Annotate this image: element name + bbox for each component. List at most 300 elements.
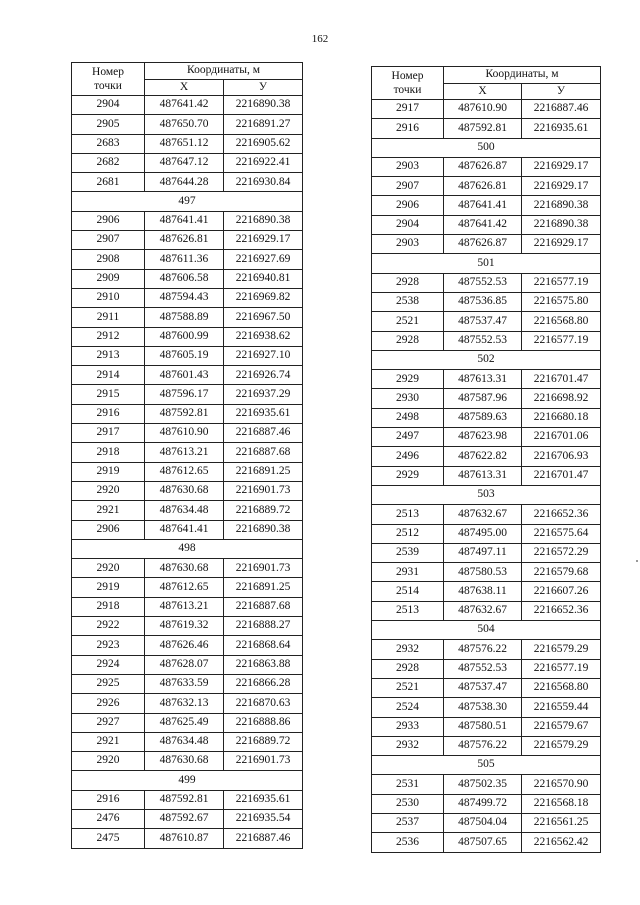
point-number-cell: 2475 [72, 829, 145, 848]
point-number-cell: 2906 [72, 211, 145, 230]
table-row [72, 713, 303, 732]
x-coordinate-cell: 487495.00 [444, 524, 522, 543]
x-coordinate-cell: 487610.90 [444, 100, 522, 119]
table-row [372, 292, 601, 311]
x-coordinate-cell: 487632.67 [444, 601, 522, 620]
y-coordinate-cell: 2216905.62 [224, 134, 303, 153]
y-coordinate-cell: 2216701.47 [522, 370, 601, 389]
table-row [72, 790, 303, 809]
table-row [372, 312, 601, 331]
x-coordinate-cell: 487592.81 [145, 790, 224, 809]
table-row [72, 173, 303, 192]
point-number-cell: 2496 [372, 447, 444, 466]
table-row [72, 96, 303, 115]
x-coordinate-cell: 487552.53 [444, 331, 522, 350]
y-coordinate-cell: 2216870.63 [224, 694, 303, 713]
point-number-cell: 2538 [372, 292, 444, 311]
y-coordinate-cell: 2216698.92 [522, 389, 601, 408]
y-coordinate-cell: 2216652.36 [522, 505, 601, 524]
table-row [72, 443, 303, 462]
table-row [372, 466, 601, 485]
section-number: 505 [372, 756, 601, 775]
y-coordinate-cell: 2216930.84 [224, 173, 303, 192]
section-number: 504 [372, 621, 601, 640]
x-coordinate-cell: 487497.11 [444, 543, 522, 562]
x-coordinate-cell: 487628.07 [145, 655, 224, 674]
x-coordinate-cell: 487504.04 [444, 813, 522, 832]
section-number: 502 [372, 350, 601, 369]
x-coordinate-cell: 487588.89 [145, 308, 224, 327]
y-coordinate-cell: 2216887.68 [224, 443, 303, 462]
x-coordinate-cell: 487626.87 [444, 235, 522, 254]
point-number-cell: 2537 [372, 813, 444, 832]
table-row [72, 732, 303, 751]
point-number-cell: 2512 [372, 524, 444, 543]
point-number-cell: 2919 [72, 578, 145, 597]
point-number-cell: 2539 [372, 543, 444, 562]
y-coordinate-cell: 2216568.80 [522, 678, 601, 697]
x-coordinate-cell: 487580.51 [444, 717, 522, 736]
table-row [372, 794, 601, 813]
y-coordinate-cell: 2216935.54 [224, 809, 303, 828]
point-number-cell: 2917 [372, 100, 444, 119]
y-coordinate-cell: 2216887.68 [224, 597, 303, 616]
y-coordinate-cell: 2216969.82 [224, 288, 303, 307]
table-row [72, 752, 303, 771]
table-row [72, 655, 303, 674]
y-coordinate-cell: 2216937.29 [224, 385, 303, 404]
point-number-cell: 2907 [72, 231, 145, 250]
y-coordinate-cell: 2216929.17 [522, 235, 601, 254]
point-number-cell: 2524 [372, 698, 444, 717]
scan-mark [636, 560, 638, 562]
table-row [372, 717, 601, 736]
table-row [372, 640, 601, 659]
header-x: X [145, 79, 224, 96]
point-number-cell: 2927 [72, 713, 145, 732]
point-number-cell: 2909 [72, 269, 145, 288]
table-row [72, 481, 303, 500]
header-y: У [224, 79, 303, 96]
table-row [72, 578, 303, 597]
y-coordinate-cell: 2216890.38 [522, 215, 601, 234]
table-row [72, 250, 303, 269]
header-point-number [72, 63, 145, 96]
y-coordinate-cell: 2216577.19 [522, 331, 601, 350]
y-coordinate-cell: 2216706.93 [522, 447, 601, 466]
y-coordinate-cell: 2216701.06 [522, 428, 601, 447]
y-coordinate-cell: 2216575.64 [522, 524, 601, 543]
y-coordinate-cell: 2216891.25 [224, 578, 303, 597]
x-coordinate-cell: 487641.42 [145, 96, 224, 115]
page-number: 162 [311, 33, 329, 45]
y-coordinate-cell: 2216889.72 [224, 732, 303, 751]
y-coordinate-cell: 2216901.73 [224, 481, 303, 500]
table-row [72, 231, 303, 250]
table-row [372, 273, 601, 292]
table-row [372, 447, 601, 466]
table-row [372, 119, 601, 138]
y-coordinate-cell: 2216935.61 [224, 404, 303, 423]
x-coordinate-cell: 487552.53 [444, 273, 522, 292]
x-coordinate-cell: 487641.42 [444, 215, 522, 234]
x-coordinate-cell: 487613.21 [145, 443, 224, 462]
x-coordinate-cell: 487641.41 [444, 196, 522, 215]
table-row [72, 424, 303, 443]
x-coordinate-cell: 487634.48 [145, 732, 224, 751]
table-row [372, 428, 601, 447]
x-coordinate-cell: 487613.31 [444, 466, 522, 485]
header-point-number [372, 67, 444, 100]
y-coordinate-cell: 2216579.29 [522, 736, 601, 755]
point-number-cell: 2928 [372, 659, 444, 678]
table-row [372, 215, 601, 234]
y-coordinate-cell: 2216652.36 [522, 601, 601, 620]
x-coordinate-cell: 487638.11 [444, 582, 522, 601]
x-coordinate-cell: 487626.87 [444, 157, 522, 176]
table-row [372, 582, 601, 601]
table-row [72, 404, 303, 423]
y-coordinate-cell: 2216890.38 [224, 211, 303, 230]
table-row [372, 813, 601, 832]
y-coordinate-cell: 2216927.69 [224, 250, 303, 269]
header-coordinates: Координаты, м [145, 63, 303, 80]
x-coordinate-cell: 487612.65 [145, 462, 224, 481]
table-row [72, 346, 303, 365]
header-coordinates: Координаты, м [444, 67, 601, 84]
y-coordinate-cell: 2216680.18 [522, 408, 601, 427]
point-number-cell: 2905 [72, 115, 145, 134]
section-number: 498 [72, 539, 303, 558]
x-coordinate-cell: 487537.47 [444, 312, 522, 331]
section-row [372, 350, 601, 369]
x-coordinate-cell: 487633.59 [145, 674, 224, 693]
y-coordinate-cell: 2216577.19 [522, 659, 601, 678]
point-number-cell: 2498 [372, 408, 444, 427]
y-coordinate-cell: 2216575.80 [522, 292, 601, 311]
table-row [372, 698, 601, 717]
header-point-number-line1: Номер [92, 66, 124, 78]
point-number-cell: 2932 [372, 640, 444, 659]
table-row [372, 370, 601, 389]
y-coordinate-cell: 2216926.74 [224, 366, 303, 385]
x-coordinate-cell: 487580.53 [444, 563, 522, 582]
section-row [372, 138, 601, 157]
y-coordinate-cell: 2216579.29 [522, 640, 601, 659]
table-row [72, 211, 303, 230]
table-row [372, 659, 601, 678]
section-number: 501 [372, 254, 601, 273]
table-row [372, 775, 601, 794]
coordinates-table-right [371, 66, 601, 853]
x-coordinate-cell: 487630.68 [145, 481, 224, 500]
point-number-cell: 2932 [372, 736, 444, 755]
y-coordinate-cell: 2216887.46 [224, 424, 303, 443]
x-coordinate-cell: 487536.85 [444, 292, 522, 311]
y-coordinate-cell: 2216701.47 [522, 466, 601, 485]
x-coordinate-cell: 487625.49 [145, 713, 224, 732]
x-coordinate-cell: 487626.81 [145, 231, 224, 250]
x-coordinate-cell: 487612.65 [145, 578, 224, 597]
y-coordinate-cell: 2216929.17 [522, 177, 601, 196]
x-coordinate-cell: 487538.30 [444, 698, 522, 717]
section-row [372, 756, 601, 775]
point-number-cell: 2903 [372, 235, 444, 254]
section-row [72, 539, 303, 558]
table-row [372, 678, 601, 697]
x-coordinate-cell: 487600.99 [145, 327, 224, 346]
x-coordinate-cell: 487651.12 [145, 134, 224, 153]
point-number-cell: 2912 [72, 327, 145, 346]
point-number-cell: 2910 [72, 288, 145, 307]
table-row [72, 462, 303, 481]
x-coordinate-cell: 487606.58 [145, 269, 224, 288]
x-coordinate-cell: 487626.46 [145, 636, 224, 655]
x-coordinate-cell: 487596.17 [145, 385, 224, 404]
table-row [72, 366, 303, 385]
y-coordinate-cell: 2216562.42 [522, 833, 601, 852]
table-row [372, 736, 601, 755]
table-row [372, 196, 601, 215]
point-number-cell: 2925 [72, 674, 145, 693]
point-number-cell: 2930 [372, 389, 444, 408]
table-row [72, 327, 303, 346]
header-point-number-line1: Номер [391, 70, 424, 82]
section-number: 497 [72, 192, 303, 211]
x-coordinate-cell: 487507.65 [444, 833, 522, 852]
y-coordinate-cell: 2216887.46 [522, 100, 601, 119]
point-number-cell: 2916 [372, 119, 444, 138]
x-coordinate-cell: 487632.13 [145, 694, 224, 713]
point-number-cell: 2931 [372, 563, 444, 582]
point-number-cell: 2682 [72, 153, 145, 172]
point-number-cell: 2916 [72, 790, 145, 809]
table-row [372, 601, 601, 620]
point-number-cell: 2926 [72, 694, 145, 713]
y-coordinate-cell: 2216568.18 [522, 794, 601, 813]
y-coordinate-cell: 2216901.73 [224, 752, 303, 771]
y-coordinate-cell: 2216579.67 [522, 717, 601, 736]
point-number-cell: 2514 [372, 582, 444, 601]
x-coordinate-cell: 487610.87 [145, 829, 224, 848]
x-coordinate-cell: 487611.36 [145, 250, 224, 269]
point-number-cell: 2476 [72, 809, 145, 828]
table-row [372, 331, 601, 350]
point-number-cell: 2530 [372, 794, 444, 813]
point-number-cell: 2904 [72, 96, 145, 115]
table-row [372, 235, 601, 254]
x-coordinate-cell: 487592.81 [145, 404, 224, 423]
point-number-cell: 2497 [372, 428, 444, 447]
point-number-cell: 2919 [72, 462, 145, 481]
y-coordinate-cell: 2216891.25 [224, 462, 303, 481]
y-coordinate-cell: 2216940.81 [224, 269, 303, 288]
point-number-cell: 2903 [372, 157, 444, 176]
y-coordinate-cell: 2216579.68 [522, 563, 601, 582]
table-row [72, 829, 303, 848]
table-row [372, 389, 601, 408]
y-coordinate-cell: 2216901.73 [224, 559, 303, 578]
x-coordinate-cell: 487630.68 [145, 559, 224, 578]
point-number-cell: 2915 [72, 385, 145, 404]
y-coordinate-cell: 2216559.44 [522, 698, 601, 717]
y-coordinate-cell: 2216890.38 [224, 520, 303, 539]
table-right-body [372, 100, 601, 853]
y-coordinate-cell: 2216577.19 [522, 273, 601, 292]
section-number: 500 [372, 138, 601, 157]
point-number-cell: 2683 [72, 134, 145, 153]
point-number-cell: 2921 [72, 501, 145, 520]
table-row [72, 153, 303, 172]
header-x: X [444, 83, 522, 100]
table-row [72, 269, 303, 288]
x-coordinate-cell: 487592.81 [444, 119, 522, 138]
y-coordinate-cell: 2216866.28 [224, 674, 303, 693]
y-coordinate-cell: 2216927.10 [224, 346, 303, 365]
y-coordinate-cell: 2216890.38 [224, 96, 303, 115]
point-number-cell: 2908 [72, 250, 145, 269]
table-row [72, 636, 303, 655]
point-number-cell: 2513 [372, 601, 444, 620]
point-number-cell: 2907 [372, 177, 444, 196]
section-row [372, 254, 601, 273]
x-coordinate-cell: 487499.72 [444, 794, 522, 813]
x-coordinate-cell: 487647.12 [145, 153, 224, 172]
x-coordinate-cell: 487552.53 [444, 659, 522, 678]
x-coordinate-cell: 487626.81 [444, 177, 522, 196]
point-number-cell: 2918 [72, 597, 145, 616]
point-number-cell: 2536 [372, 833, 444, 852]
point-number-cell: 2916 [72, 404, 145, 423]
table-row [372, 408, 601, 427]
point-number-cell: 2914 [72, 366, 145, 385]
table-row [72, 288, 303, 307]
point-number-cell: 2913 [72, 346, 145, 365]
table-row [72, 308, 303, 327]
point-number-cell: 2513 [372, 505, 444, 524]
coordinates-table-left [71, 62, 303, 849]
y-coordinate-cell: 2216967.50 [224, 308, 303, 327]
point-number-cell: 2929 [372, 466, 444, 485]
x-coordinate-cell: 487576.22 [444, 640, 522, 659]
point-number-cell: 2521 [372, 312, 444, 331]
point-number-cell: 2928 [372, 273, 444, 292]
table-row [372, 100, 601, 119]
table-row [372, 543, 601, 562]
point-number-cell: 2920 [72, 481, 145, 500]
header-point-number-line2: точки [393, 84, 422, 96]
section-row [372, 485, 601, 504]
point-number-cell: 2531 [372, 775, 444, 794]
x-coordinate-cell: 487650.70 [145, 115, 224, 134]
x-coordinate-cell: 487576.22 [444, 736, 522, 755]
x-coordinate-cell: 487537.47 [444, 678, 522, 697]
y-coordinate-cell: 2216889.72 [224, 501, 303, 520]
table-row [372, 177, 601, 196]
point-number-cell: 2920 [72, 559, 145, 578]
y-coordinate-cell: 2216561.25 [522, 813, 601, 832]
y-coordinate-cell: 2216922.41 [224, 153, 303, 172]
table-left-body [72, 96, 303, 849]
table-row [72, 115, 303, 134]
y-coordinate-cell: 2216868.64 [224, 636, 303, 655]
y-coordinate-cell: 2216929.17 [224, 231, 303, 250]
point-number-cell: 2933 [372, 717, 444, 736]
point-number-cell: 2681 [72, 173, 145, 192]
x-coordinate-cell: 487632.67 [444, 505, 522, 524]
y-coordinate-cell: 2216888.86 [224, 713, 303, 732]
point-number-cell: 2923 [72, 636, 145, 655]
point-number-cell: 2906 [372, 196, 444, 215]
point-number-cell: 2921 [72, 732, 145, 751]
table-row [72, 385, 303, 404]
table-row [372, 833, 601, 852]
point-number-cell: 2924 [72, 655, 145, 674]
table-row [372, 563, 601, 582]
y-coordinate-cell: 2216887.46 [224, 829, 303, 848]
y-coordinate-cell: 2216888.27 [224, 617, 303, 636]
x-coordinate-cell: 487502.35 [444, 775, 522, 794]
x-coordinate-cell: 487619.32 [145, 617, 224, 636]
point-number-cell: 2920 [72, 752, 145, 771]
x-coordinate-cell: 487601.43 [145, 366, 224, 385]
table-row [372, 157, 601, 176]
table-row [72, 134, 303, 153]
y-coordinate-cell: 2216929.17 [522, 157, 601, 176]
point-number-cell: 2906 [72, 520, 145, 539]
x-coordinate-cell: 487644.28 [145, 173, 224, 192]
y-coordinate-cell: 2216607.26 [522, 582, 601, 601]
y-coordinate-cell: 2216935.61 [522, 119, 601, 138]
point-number-cell: 2904 [372, 215, 444, 234]
x-coordinate-cell: 487610.90 [145, 424, 224, 443]
x-coordinate-cell: 487594.43 [145, 288, 224, 307]
table-row [72, 559, 303, 578]
y-coordinate-cell: 2216938.62 [224, 327, 303, 346]
x-coordinate-cell: 487641.41 [145, 520, 224, 539]
point-number-cell: 2922 [72, 617, 145, 636]
x-coordinate-cell: 487613.21 [145, 597, 224, 616]
x-coordinate-cell: 487630.68 [145, 752, 224, 771]
x-coordinate-cell: 487605.19 [145, 346, 224, 365]
x-coordinate-cell: 487613.31 [444, 370, 522, 389]
x-coordinate-cell: 487634.48 [145, 501, 224, 520]
table-row [72, 597, 303, 616]
point-number-cell: 2911 [72, 308, 145, 327]
point-number-cell: 2928 [372, 331, 444, 350]
section-number: 499 [72, 771, 303, 790]
section-row [72, 771, 303, 790]
x-coordinate-cell: 487587.96 [444, 389, 522, 408]
point-number-cell: 2918 [72, 443, 145, 462]
point-number-cell: 2917 [72, 424, 145, 443]
header-y: У [522, 83, 601, 100]
table-row [72, 520, 303, 539]
section-number: 503 [372, 485, 601, 504]
y-coordinate-cell: 2216568.80 [522, 312, 601, 331]
table-row [72, 809, 303, 828]
y-coordinate-cell: 2216935.61 [224, 790, 303, 809]
table-row [372, 524, 601, 543]
table-row [372, 505, 601, 524]
section-row [372, 621, 601, 640]
x-coordinate-cell: 487641.41 [145, 211, 224, 230]
x-coordinate-cell: 487622.82 [444, 447, 522, 466]
x-coordinate-cell: 487623.98 [444, 428, 522, 447]
y-coordinate-cell: 2216890.38 [522, 196, 601, 215]
point-number-cell: 2521 [372, 678, 444, 697]
y-coordinate-cell: 2216863.88 [224, 655, 303, 674]
